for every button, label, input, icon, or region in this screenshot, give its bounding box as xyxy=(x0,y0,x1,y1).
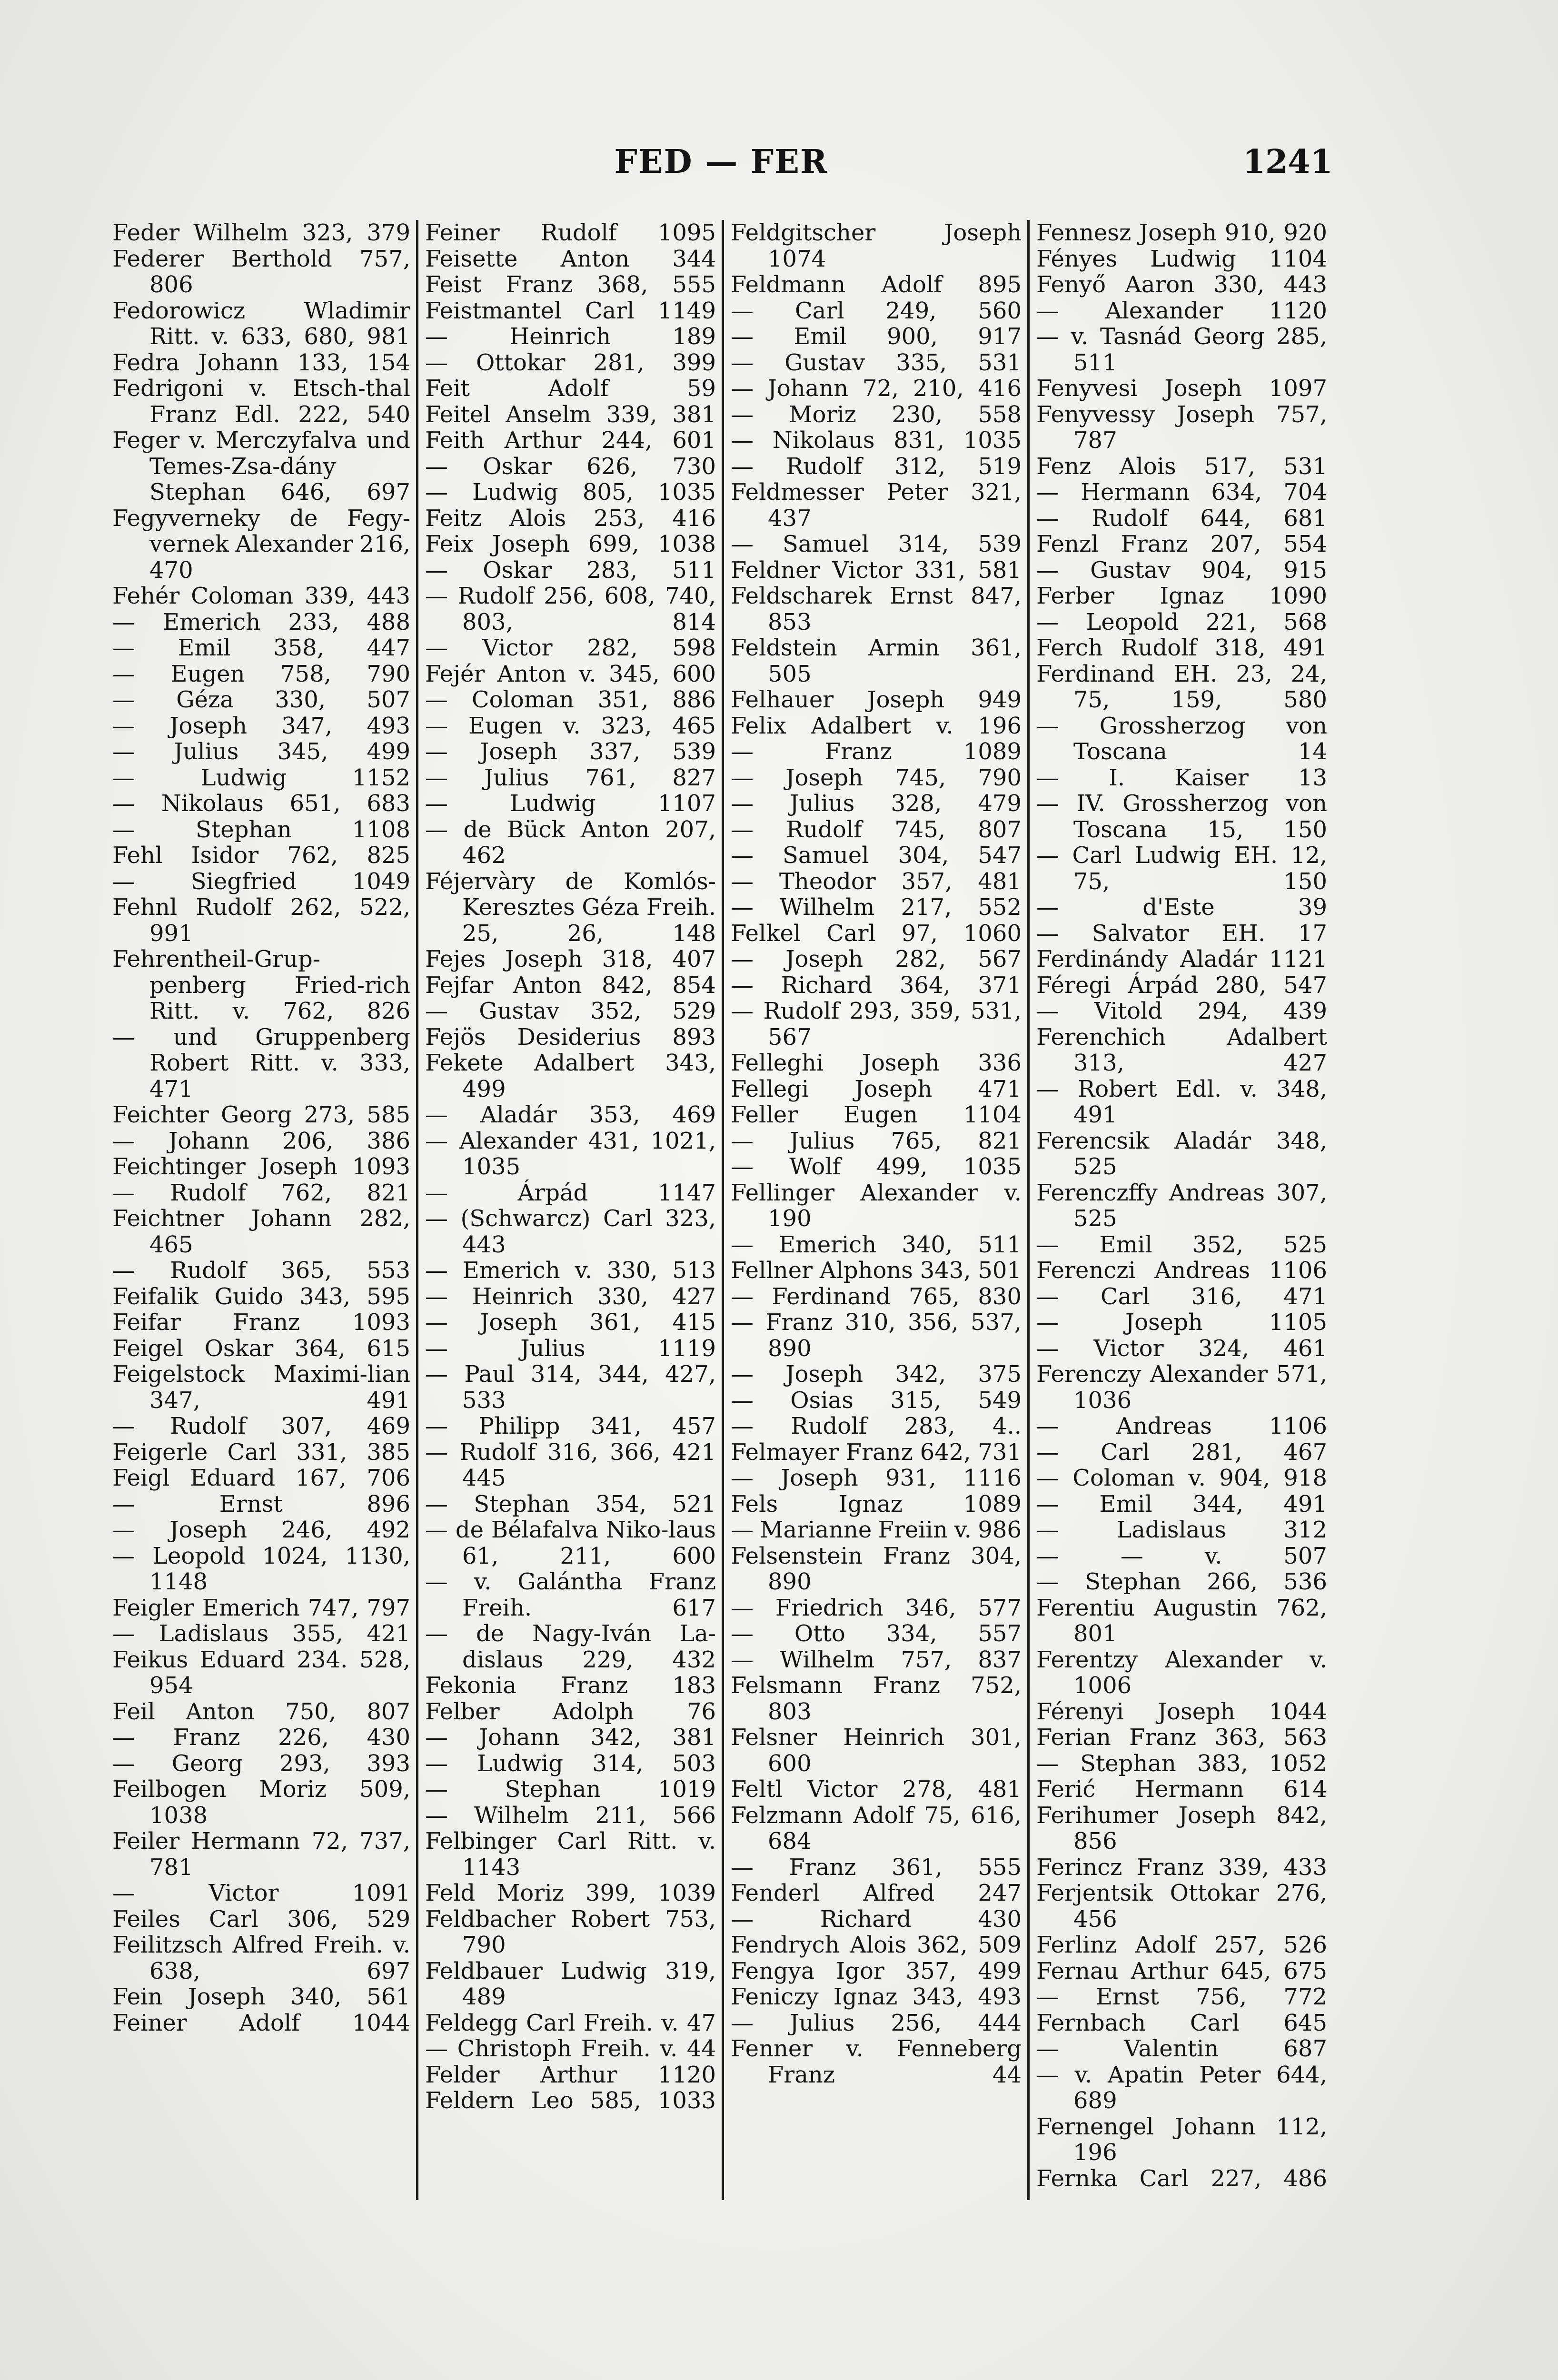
index-entry: Féregi Árpád 280, 547 xyxy=(1036,972,1327,999)
index-entry: — Salvator EH. 17 xyxy=(1036,920,1327,947)
index-entry: — Ludwig 805, 1035 xyxy=(425,479,716,506)
index-entry: — Emerich 233, 488 xyxy=(112,608,410,635)
index-entry: — Emerich 340, 511 xyxy=(731,1231,1022,1258)
index-entry: — Rudolf 644, 681 xyxy=(1036,505,1327,532)
index-entry: — und Gruppenberg Robert Ritt. v. 333, 471 xyxy=(112,1023,410,1102)
index-entry: Ferenczffy Andreas 307, 525 xyxy=(1036,1179,1327,1232)
index-entry: Fendrych Alois 362, 509 xyxy=(731,1932,1022,1958)
index-entry: Feichter Georg 273, 585 xyxy=(112,1101,410,1128)
index-entry: — Emil 900, 917 xyxy=(731,323,1022,350)
index-entry: — Carl Ludwig EH. 12, 75, 150 xyxy=(1036,842,1327,895)
index-entry: Feiler Hermann 72, 737, 781 xyxy=(112,1828,410,1881)
index-entry: Fenderl Alfred 247 xyxy=(731,1880,1022,1906)
index-entry: — Leopold 1024, 1130, 1148 xyxy=(112,1542,410,1595)
index-entry: — Ernst 896 xyxy=(112,1490,410,1517)
index-entry: Feldern Leo 585, 1033 xyxy=(425,2087,716,2114)
index-entry: — Victor 324, 461 xyxy=(1036,1335,1327,1362)
index-entry: — de Nagy-Iván La-dislaus 229, 432 xyxy=(425,1620,716,1673)
index-entry: Ferenchich Adalbert 313, 427 xyxy=(1036,1023,1327,1076)
index-entry: Feit Adolf 59 xyxy=(425,375,716,402)
index-entry: Feilbogen Moriz 509, 1038 xyxy=(112,1776,410,1829)
index-entry: — Emil 344, 491 xyxy=(1036,1490,1327,1517)
index-entry: — Carl 316, 471 xyxy=(1036,1283,1327,1310)
index-entry: Fels Ignaz 1089 xyxy=(731,1490,1022,1517)
index-entry: Felleghi Joseph 336 xyxy=(731,1050,1022,1076)
index-entry: — Johann 206, 386 xyxy=(112,1127,410,1154)
index-entry: Feldgitscher Joseph 1074 xyxy=(731,220,1022,272)
index-entry: — (Schwarcz) Carl 323, 443 xyxy=(425,1205,716,1258)
index-entry: — Nikolaus 831, 1035 xyxy=(731,427,1022,454)
index-entry: Fenz Alois 517, 531 xyxy=(1036,453,1327,480)
index-entry: — Victor 1091 xyxy=(112,1880,410,1906)
index-entry: Fernengel Johann 112, 196 xyxy=(1036,2113,1327,2166)
index-entry: — Heinrich 189 xyxy=(425,323,716,350)
index-entry: Fennesz Joseph 910, 920 xyxy=(1036,220,1327,246)
index-entry: Fehrentheil-Grup-penberg Fried-rich Ritt. v. 762, 826 xyxy=(112,946,410,1024)
index-entry: Feldstein Armin 361, 505 xyxy=(731,635,1022,687)
index-entry: Feldner Victor 331, 581 xyxy=(731,556,1022,584)
index-entry: — Vitold 294, 439 xyxy=(1036,998,1327,1024)
index-entry: — Moriz 230, 558 xyxy=(731,401,1022,428)
index-entry: Felsmann Franz 752, 803 xyxy=(731,1672,1022,1725)
index-entry: — Franz 310, 356, 537, 890 xyxy=(731,1309,1022,1362)
index-entry: — Emerich v. 330, 513 xyxy=(425,1257,716,1284)
index-entry: — Stephan 266, 536 xyxy=(1036,1568,1327,1595)
index-entry: — Rudolf 762, 821 xyxy=(112,1179,410,1206)
index-entry: — Eugen 758, 790 xyxy=(112,660,410,687)
index-entry: — Gustav 904, 915 xyxy=(1036,556,1327,584)
index-entry: Feil Anton 750, 807 xyxy=(112,1698,410,1725)
index-entry: Feldbauer Ludwig 319, 489 xyxy=(425,1957,716,2010)
index-entry: — Rudolf 307, 469 xyxy=(112,1413,410,1439)
index-entry: Feld Moriz 399, 1039 xyxy=(425,1880,716,1906)
index-entry: — Marianne Freiin v. 986 xyxy=(731,1517,1022,1543)
index-entry: Fedorowicz Wladimir Ritt. v. 633, 680, 981 xyxy=(112,297,410,350)
index-entry: Ferenczy Alexander 571, 1036 xyxy=(1036,1361,1327,1414)
index-entry: — Alexander 431, 1021, 1035 xyxy=(425,1127,716,1180)
index-entry: — Siegfried 1049 xyxy=(112,868,410,895)
index-entry: — I. Kaiser 13 xyxy=(1036,764,1327,791)
index-entry: Fedra Johann 133, 154 xyxy=(112,349,410,376)
index-entry: Feigler Emerich 747, 797 xyxy=(112,1594,410,1621)
index-entry: Felix Adalbert v. 196 xyxy=(731,712,1022,739)
index-entry: — Theodor 357, 481 xyxy=(731,868,1022,895)
index-entry: — Andreas 1106 xyxy=(1036,1413,1327,1439)
index-entry: Ferber Ignaz 1090 xyxy=(1036,583,1327,609)
index-entry: Ferincz Franz 339, 433 xyxy=(1036,1854,1327,1881)
index-entry: Feifar Franz 1093 xyxy=(112,1309,410,1336)
index-entry: Feistmantel Carl 1149 xyxy=(425,297,716,324)
index-entry: — Victor 282, 598 xyxy=(425,635,716,661)
index-entry: Feiles Carl 306, 529 xyxy=(112,1905,410,1933)
index-entry: Ferdinándy Aladár 1121 xyxy=(1036,946,1327,972)
index-entry: Fejér Anton v. 345, 600 xyxy=(425,660,716,687)
column-3 xyxy=(722,220,1027,2200)
index-entry: Fejös Desiderius 893 xyxy=(425,1023,716,1051)
index-entry: — v. Apatin Peter 644, 689 xyxy=(1036,2061,1327,2114)
index-entry: Feigerle Carl 331, 385 xyxy=(112,1438,410,1466)
index-entry: — Árpád 1147 xyxy=(425,1179,716,1206)
index-entry: Feldbacher Robert 753, 790 xyxy=(425,1905,716,1958)
index-entry: Feigelstock Maximi-lian 347, 491 xyxy=(112,1361,410,1414)
index-entry: Fekete Adalbert 343, 499 xyxy=(425,1050,716,1102)
index-entry: Feix Joseph 699, 1038 xyxy=(425,531,716,557)
index-entry: — Richard 364, 371 xyxy=(731,972,1022,999)
index-entry: Fehnl Rudolf 262, 522, 991 xyxy=(112,894,410,947)
index-entry: Feitel Anselm 339, 381 xyxy=(425,401,716,428)
index-entry: Ferentiu Augustin 762, 801 xyxy=(1036,1594,1327,1647)
index-entry: — Leopold 221, 568 xyxy=(1036,608,1327,635)
index-entry: — Franz 1089 xyxy=(731,738,1022,765)
index-entry: Fellner Alphons 343, 501 xyxy=(731,1257,1022,1284)
index-entry: — Ferdinand 765, 830 xyxy=(731,1283,1022,1310)
index-entry: — Julius 1119 xyxy=(425,1335,716,1362)
index-entry: — Gustav 335, 531 xyxy=(731,349,1022,376)
index-entry: — Ladislaus 312 xyxy=(1036,1517,1327,1543)
index-entry: — Franz 361, 555 xyxy=(731,1854,1022,1881)
index-entry: — Richard 430 xyxy=(731,1905,1022,1933)
index-entry: — Osias 315, 549 xyxy=(731,1387,1022,1414)
index-entry: — Samuel 314, 539 xyxy=(731,531,1022,557)
index-entry: Felber Adolph 76 xyxy=(425,1698,716,1725)
column-2 xyxy=(416,220,722,2200)
index-entry: — Rudolf 316, 366, 421 445 xyxy=(425,1438,716,1491)
index-entry: Feger v. Merczyfalva und Temes-Zsa-dány Stephan 646, 697 xyxy=(112,427,410,506)
index-entry: Feiner Adolf 1044 xyxy=(112,2009,410,2036)
index-entry: — Friedrich 346, 577 xyxy=(731,1594,1022,1621)
index-entry: Ferlinz Adolf 257, 526 xyxy=(1036,1932,1327,1958)
index-entry: Ferenczi Andreas 1106 xyxy=(1036,1257,1327,1284)
index-entry: Fényes Ludwig 1104 xyxy=(1036,245,1327,272)
index-entry: — Gustav 352, 529 xyxy=(425,998,716,1024)
index-entry: Fein Joseph 340, 561 xyxy=(112,1983,410,2010)
index-entry: Feigl Eduard 167, 706 xyxy=(112,1465,410,1491)
index-entry: — Julius 345, 499 xyxy=(112,738,410,765)
column-4 xyxy=(1027,220,1333,2200)
index-columns xyxy=(110,220,1333,2200)
index-entry: Ferentzy Alexander v. 1006 xyxy=(1036,1646,1327,1699)
index-entry: — Wilhelm 757, 837 xyxy=(731,1646,1022,1673)
index-entry: Ferdinand EH. 23, 24, 75, 159, 580 xyxy=(1036,660,1327,713)
index-entry: Feldscharek Ernst 847, 853 xyxy=(731,583,1022,635)
index-entry: — Philipp 341, 457 xyxy=(425,1413,716,1439)
index-entry: Feikus Eduard 234. 528, 954 xyxy=(112,1646,410,1699)
index-entry: Fehl Isidor 762, 825 xyxy=(112,842,410,869)
index-entry: — Coloman v. 904, 918 xyxy=(1036,1465,1327,1491)
index-entry: — Emil 358, 447 xyxy=(112,635,410,661)
index-entry: — de Bélafalva Niko-laus 61, 211, 600 xyxy=(425,1517,716,1569)
index-entry: Felzmann Adolf 75, 616, 684 xyxy=(731,1802,1022,1854)
page-title: FED — FER xyxy=(614,143,828,181)
index-entry: Feller Eugen 1104 xyxy=(731,1101,1022,1128)
index-entry: Felsenstein Franz 304, 890 xyxy=(731,1542,1022,1595)
index-entry: — v. Tasnád Georg 285, 511 xyxy=(1036,323,1327,376)
index-entry: — Valentin 687 xyxy=(1036,2035,1327,2062)
index-entry: — Ottokar 281, 399 xyxy=(425,349,716,376)
index-entry: — Rudolf 256, 608, 740, 803, 814 xyxy=(425,583,716,635)
index-entry: Fengya Igor 357, 499 xyxy=(731,1957,1022,1984)
index-entry: — Julius 761, 827 xyxy=(425,764,716,791)
index-entry: — Franz 226, 430 xyxy=(112,1724,410,1751)
index-entry: — Julius 765, 821 xyxy=(731,1127,1022,1154)
index-entry: — Eugen v. 323, 465 xyxy=(425,712,716,739)
page-header xyxy=(109,143,1333,195)
index-entry: — Joseph 337, 539 xyxy=(425,738,716,765)
index-entry: — Oskar 626, 730 xyxy=(425,453,716,480)
index-entry: — Ludwig 314, 503 xyxy=(425,1750,716,1777)
index-entry: Feisette Anton 344 xyxy=(425,245,716,272)
index-entry: — Julius 256, 444 xyxy=(731,2009,1022,2036)
index-entry: Feichtinger Joseph 1093 xyxy=(112,1153,410,1180)
index-entry: Ferihumer Joseph 842, 856 xyxy=(1036,1802,1327,1854)
index-entry: Fenyő Aaron 330, 443 xyxy=(1036,271,1327,298)
index-entry: — Carl 281, 467 xyxy=(1036,1438,1327,1466)
index-entry: — Wolf 499, 1035 xyxy=(731,1153,1022,1180)
index-entry: Feldmann Adolf 895 xyxy=(731,271,1022,298)
column-1 xyxy=(110,220,416,2200)
index-entry: — Géza 330, 507 xyxy=(112,686,410,713)
index-entry: — Rudolf 293, 359, 531, 567 xyxy=(731,998,1022,1051)
index-entry: Feist Franz 368, 555 xyxy=(425,271,716,298)
index-entry: — v. Galántha Franz Freih. 617 xyxy=(425,1568,716,1621)
index-entry: — Johann 72, 210, 416 xyxy=(731,375,1022,402)
index-entry: Feilitzsch Alfred Freih. v. 638, 697 xyxy=(112,1932,410,1984)
index-entry: — Joseph 361, 415 xyxy=(425,1309,716,1336)
index-entry: Ferian Franz 363, 563 xyxy=(1036,1724,1327,1751)
index-entry: Fehér Coloman 339, 443 xyxy=(112,583,410,609)
index-entry: — Wilhelm 217, 552 xyxy=(731,894,1022,921)
index-entry: — Joseph 745, 790 xyxy=(731,764,1022,791)
index-entry: — Ludwig 1152 xyxy=(112,764,410,791)
index-entry: Feifalik Guido 343, 595 xyxy=(112,1283,410,1310)
index-entry: Férenyi Joseph 1044 xyxy=(1036,1698,1327,1725)
index-entry: Ferjentsik Ottokar 276, 456 xyxy=(1036,1880,1327,1933)
index-entry: — Joseph 1105 xyxy=(1036,1309,1327,1336)
index-entry: Fernka Carl 227, 486 xyxy=(1036,2165,1327,2192)
page-number: 1241 xyxy=(1242,143,1333,181)
index-entry: — Rudolf 365, 553 xyxy=(112,1257,410,1284)
index-entry: — Grossherzog von Toscana 14 xyxy=(1036,712,1327,765)
index-entry: Fejes Joseph 318, 407 xyxy=(425,946,716,972)
index-entry: Fenzl Franz 207, 554 xyxy=(1036,531,1327,557)
index-entry: — Julius 328, 479 xyxy=(731,790,1022,817)
index-entry: — Carl 249, 560 xyxy=(731,297,1022,324)
index-entry: Fedrigoni v. Etsch-thal Franz Edl. 222, 540 xyxy=(112,375,410,428)
index-entry: — Rudolf 312, 519 xyxy=(731,453,1022,480)
index-entry: — Nikolaus 651, 683 xyxy=(112,790,410,817)
index-entry: — Stephan 1108 xyxy=(112,816,410,843)
index-entry: — Ladislaus 355, 421 xyxy=(112,1620,410,1647)
index-entry: Felmayer Franz 642, 731 xyxy=(731,1438,1022,1466)
index-entry: — Heinrich 330, 427 xyxy=(425,1283,716,1310)
index-entry: — d'Este 39 xyxy=(1036,894,1327,921)
index-entry: — Rudolf 745, 807 xyxy=(731,816,1022,843)
index-entry: Fenyvessy Joseph 757, 787 xyxy=(1036,401,1327,454)
index-entry: — Stephan 383, 1052 xyxy=(1036,1750,1327,1777)
index-entry: Feith Arthur 244, 601 xyxy=(425,427,716,454)
index-entry: Fejfar Anton 842, 854 xyxy=(425,972,716,999)
index-entry: Felhauer Joseph 949 xyxy=(731,686,1022,713)
index-entry: — Alexander 1120 xyxy=(1036,297,1327,324)
index-entry: Ferić Hermann 614 xyxy=(1036,1776,1327,1803)
index-entry: Fellinger Alexander v. 190 xyxy=(731,1179,1022,1232)
index-entry: Felder Arthur 1120 xyxy=(425,2061,716,2088)
index-entry: Feitz Alois 253, 416 xyxy=(425,505,716,532)
index-entry: Fenyvesi Joseph 1097 xyxy=(1036,375,1327,402)
index-entry: — Stephan 354, 521 xyxy=(425,1490,716,1517)
index-entry: Feldmesser Peter 321, 437 xyxy=(731,479,1022,532)
index-entry: Ferch Rudolf 318, 491 xyxy=(1036,635,1327,661)
index-entry: — Paul 314, 344, 427, 533 xyxy=(425,1361,716,1414)
index-entry: — Ernst 756, 772 xyxy=(1036,1983,1327,2010)
index-entry: — — v. 507 xyxy=(1036,1542,1327,1569)
index-entry: — Joseph 931, 1116 xyxy=(731,1465,1022,1491)
index-entry: — Otto 334, 557 xyxy=(731,1620,1022,1647)
index-entry: — de Bück Anton 207, 462 xyxy=(425,816,716,869)
index-entry: — IV. Grossherzog von Toscana 15, 150 xyxy=(1036,790,1327,843)
index-entry: Fernbach Carl 645 xyxy=(1036,2009,1327,2036)
index-entry: Feldegg Carl Freih. v. 47 xyxy=(425,2009,716,2036)
index-entry: — Stephan 1019 xyxy=(425,1776,716,1803)
index-entry: — Hermann 634, 704 xyxy=(1036,479,1327,506)
index-entry: Fekonia Franz 183 xyxy=(425,1672,716,1699)
index-entry: — Oskar 283, 511 xyxy=(425,556,716,584)
index-entry: — Robert Edl. v. 348, 491 xyxy=(1036,1075,1327,1128)
index-entry: Feltl Victor 278, 481 xyxy=(731,1776,1022,1803)
index-entry: Feiner Rudolf 1095 xyxy=(425,220,716,246)
index-entry: Fernau Arthur 645, 675 xyxy=(1036,1957,1327,1984)
index-entry: Feichtner Johann 282, 465 xyxy=(112,1205,410,1258)
index-entry: Felkel Carl 97, 1060 xyxy=(731,920,1022,947)
index-entry: Féjervàry de Komlós-Keresztes Géza Freih. 25, 26, 148 xyxy=(425,868,716,947)
index-entry: Fellegi Joseph 471 xyxy=(731,1075,1022,1102)
index-entry: — Joseph 347, 493 xyxy=(112,712,410,739)
index-entry: — Christoph Freih. v. 44 xyxy=(425,2035,716,2062)
index-entry: Feniczy Ignaz 343, 493 xyxy=(731,1983,1022,2010)
index-entry: — Johann 342, 381 xyxy=(425,1724,716,1751)
index-entry: — Emil 352, 525 xyxy=(1036,1231,1327,1258)
index-entry: Fenner v. Fenneberg Franz 44 xyxy=(731,2035,1022,2088)
index-entry: Feder Wilhelm 323, 379 xyxy=(112,220,410,246)
index-entry: — Samuel 304, 547 xyxy=(731,842,1022,869)
index-entry: Fegyverneky de Fegy-vernek Alexander 216, 470 xyxy=(112,505,410,584)
index-entry: Felbinger Carl Ritt. v. 1143 xyxy=(425,1828,716,1881)
index-entry: Felsner Heinrich 301, 600 xyxy=(731,1724,1022,1777)
index-entry: — Ludwig 1107 xyxy=(425,790,716,817)
index-entry: — Wilhelm 211, 566 xyxy=(425,1802,716,1829)
index-entry: — Joseph 246, 492 xyxy=(112,1517,410,1543)
index-entry: — Joseph 282, 567 xyxy=(731,946,1022,972)
index-entry: — Joseph 342, 375 xyxy=(731,1361,1022,1388)
index-entry: — Coloman 351, 886 xyxy=(425,686,716,713)
index-entry: Feigel Oskar 364, 615 xyxy=(112,1335,410,1362)
index-entry: — Rudolf 283, 4.. xyxy=(731,1413,1022,1439)
index-entry: — Georg 293, 393 xyxy=(112,1750,410,1777)
index-entry: — Aladár 353, 469 xyxy=(425,1101,716,1128)
index-entry: Ferencsik Aladár 348, 525 xyxy=(1036,1127,1327,1180)
index-entry: Federer Berthold 757, 806 xyxy=(112,245,410,298)
